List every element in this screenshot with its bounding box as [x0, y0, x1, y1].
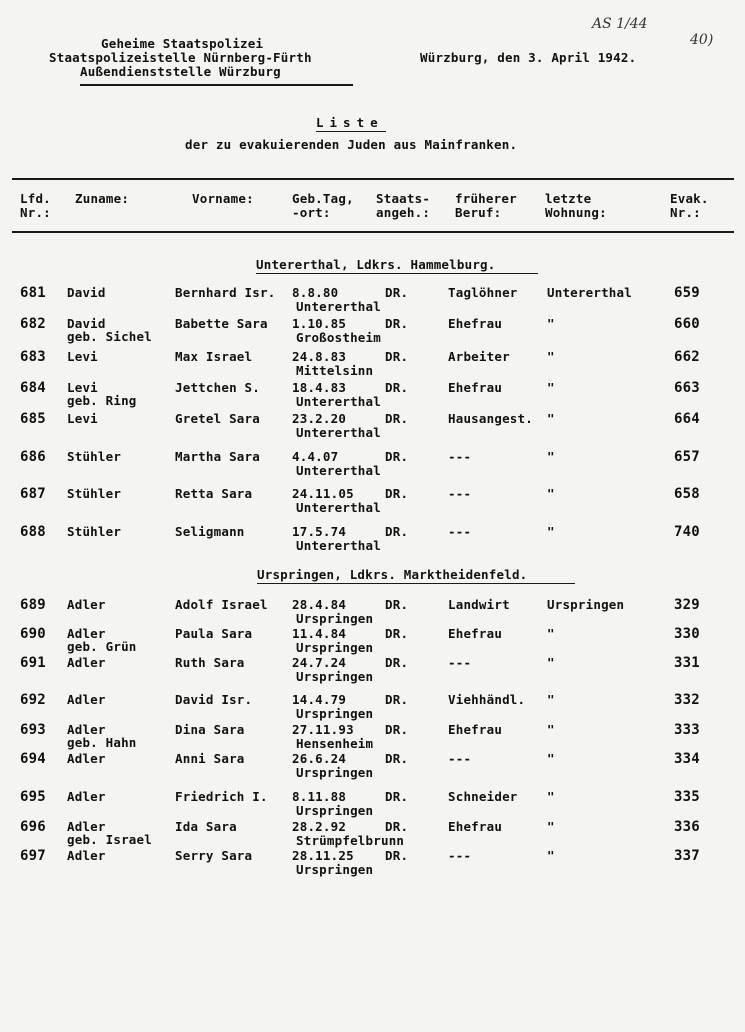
last-residence: "	[547, 316, 555, 331]
last-residence: "	[547, 349, 555, 364]
row-number: 695	[20, 789, 46, 805]
last-residence: "	[547, 449, 555, 464]
birth-date: 24.8.83	[292, 349, 347, 364]
given-name: Dina Sara	[175, 722, 245, 737]
evacuation-number: 332	[674, 692, 700, 708]
evacuation-number: 333	[674, 722, 700, 738]
surname: Stühler	[67, 524, 122, 539]
occupation: Ehefrau	[448, 722, 503, 737]
last-residence: "	[547, 524, 555, 539]
place-date: Würzburg, den 3. April 1942.	[420, 50, 637, 65]
column-header-bottom-rule	[12, 231, 734, 233]
col-staats-line1: Staats-	[376, 191, 431, 206]
occupation: Ehefrau	[448, 819, 503, 834]
occupation: ---	[448, 524, 472, 539]
section-heading-underline	[256, 273, 538, 274]
evacuation-number: 336	[674, 819, 700, 835]
maiden-name: geb. Hahn	[67, 735, 137, 750]
surname: Adler	[67, 819, 106, 834]
given-name: Max Israel	[175, 349, 253, 364]
title-underline	[316, 131, 386, 132]
last-residence: "	[547, 655, 555, 670]
evacuation-number: 664	[674, 411, 700, 427]
given-name: Martha Sara	[175, 449, 260, 464]
birth-place: Strümpfelbrunn	[296, 833, 405, 848]
col-beruf-line1: früherer	[455, 191, 517, 206]
handwritten-page-number: 40)	[690, 32, 714, 48]
surname: Adler	[67, 626, 106, 641]
birth-date: 17.5.74	[292, 524, 347, 539]
col-zuname: Zuname:	[75, 191, 130, 206]
evacuation-number: 658	[674, 486, 700, 502]
org-line-1: Geheime Staatspolizei	[101, 36, 264, 51]
col-staats-line2: angeh.:	[376, 205, 431, 220]
occupation: ---	[448, 848, 472, 863]
given-name: Paula Sara	[175, 626, 253, 641]
section-heading-urspringen: Urspringen, Ldkrs. Marktheidenfeld.	[257, 567, 528, 582]
last-residence: "	[547, 848, 555, 863]
header-underline	[80, 84, 353, 86]
occupation: Schneider	[448, 789, 518, 804]
row-number: 681	[20, 285, 46, 301]
birth-place: Großostheim	[296, 330, 381, 345]
row-number: 683	[20, 349, 46, 365]
given-name: Friedrich I.	[175, 789, 268, 804]
occupation: ---	[448, 751, 472, 766]
birth-place: Untererthal	[296, 463, 381, 478]
occupation: Landwirt	[448, 597, 510, 612]
birth-place: Urspringen	[296, 669, 374, 684]
birth-date: 11.4.84	[292, 626, 347, 641]
birth-date: 23.2.20	[292, 411, 347, 426]
nationality: DR.	[385, 848, 409, 863]
birth-place: Untererthal	[296, 425, 381, 440]
birth-date: 4.4.07	[292, 449, 339, 464]
occupation: Ehefrau	[448, 626, 503, 641]
col-vorname: Vorname:	[192, 191, 254, 206]
birth-date: 18.4.83	[292, 380, 347, 395]
row-number: 686	[20, 449, 46, 465]
given-name: Jettchen S.	[175, 380, 260, 395]
given-name: Bernhard Isr.	[175, 285, 276, 300]
evacuation-number: 337	[674, 848, 700, 864]
surname: Levi	[67, 411, 98, 426]
surname: Levi	[67, 349, 98, 364]
surname: David	[67, 285, 106, 300]
birth-date: 24.11.05	[292, 486, 354, 501]
org-line-3: Außendienststelle Würzburg	[80, 64, 281, 79]
occupation: Ehefrau	[448, 380, 503, 395]
birth-place: Urspringen	[296, 640, 374, 655]
birth-place: Urspringen	[296, 862, 374, 877]
surname: Adler	[67, 722, 106, 737]
row-number: 689	[20, 597, 46, 613]
col-wohnung-line1: letzte	[545, 191, 592, 206]
nationality: DR.	[385, 524, 409, 539]
evacuation-number: 662	[674, 349, 700, 365]
surname: David	[67, 316, 106, 331]
nationality: DR.	[385, 789, 409, 804]
given-name: Ruth Sara	[175, 655, 245, 670]
evacuation-number: 329	[674, 597, 700, 613]
last-residence: Untererthal	[547, 285, 632, 300]
birth-date: 24.7.24	[292, 655, 347, 670]
surname: Adler	[67, 597, 106, 612]
last-residence: "	[547, 819, 555, 834]
birth-place: Untererthal	[296, 500, 381, 515]
list-subtitle: der zu evakuierenden Juden aus Mainfranken.	[185, 137, 518, 152]
surname: Stühler	[67, 449, 122, 464]
col-lfd-line1: Lfd.	[20, 191, 51, 206]
birth-place: Urspringen	[296, 706, 374, 721]
birth-place: Untererthal	[296, 394, 381, 409]
evacuation-number: 659	[674, 285, 700, 301]
row-number: 685	[20, 411, 46, 427]
given-name: Retta Sara	[175, 486, 253, 501]
birth-place: Untererthal	[296, 538, 381, 553]
evacuation-number: 663	[674, 380, 700, 396]
occupation: ---	[448, 486, 472, 501]
birth-date: 1.10.85	[292, 316, 347, 331]
nationality: DR.	[385, 819, 409, 834]
handwritten-reference: AS 1/44	[592, 16, 648, 32]
col-geb-line1: Geb.Tag,	[292, 191, 354, 206]
given-name: Adolf Israel	[175, 597, 268, 612]
birth-place: Urspringen	[296, 765, 374, 780]
last-residence: "	[547, 789, 555, 804]
row-number: 696	[20, 819, 46, 835]
given-name: Gretel Sara	[175, 411, 260, 426]
section-heading-underline	[257, 583, 575, 584]
evacuation-number: 331	[674, 655, 700, 671]
row-number: 690	[20, 626, 46, 642]
surname: Adler	[67, 751, 106, 766]
nationality: DR.	[385, 692, 409, 707]
birth-date: 28.11.25	[292, 848, 354, 863]
row-number: 684	[20, 380, 46, 396]
evacuation-number: 334	[674, 751, 700, 767]
birth-place: Mittelsinn	[296, 363, 374, 378]
surname: Adler	[67, 655, 106, 670]
org-line-2: Staatspolizeistelle Nürnberg-Fürth	[49, 50, 312, 65]
surname: Adler	[67, 692, 106, 707]
occupation: ---	[448, 655, 472, 670]
col-evak-line1: Evak.	[670, 191, 709, 206]
birth-date: 8.11.88	[292, 789, 347, 804]
surname: Levi	[67, 380, 98, 395]
birth-place: Urspringen	[296, 611, 374, 626]
given-name: Anni Sara	[175, 751, 245, 766]
given-name: Seligmann	[175, 524, 245, 539]
surname: Stühler	[67, 486, 122, 501]
evacuation-number: 740	[674, 524, 700, 540]
surname: Adler	[67, 848, 106, 863]
row-number: 693	[20, 722, 46, 738]
last-residence: "	[547, 411, 555, 426]
maiden-name: geb. Ring	[67, 393, 137, 408]
birth-place: Untererthal	[296, 299, 381, 314]
nationality: DR.	[385, 722, 409, 737]
nationality: DR.	[385, 486, 409, 501]
col-geb-line2: -ort:	[292, 205, 331, 220]
given-name: David Isr.	[175, 692, 253, 707]
birth-place: Hensenheim	[296, 736, 374, 751]
nationality: DR.	[385, 316, 409, 331]
row-number: 697	[20, 848, 46, 864]
birth-date: 8.8.80	[292, 285, 339, 300]
nationality: DR.	[385, 411, 409, 426]
evacuation-number: 660	[674, 316, 700, 332]
last-residence: "	[547, 626, 555, 641]
last-residence: "	[547, 692, 555, 707]
evacuation-number: 657	[674, 449, 700, 465]
occupation: ---	[448, 449, 472, 464]
row-number: 691	[20, 655, 46, 671]
last-residence: "	[547, 751, 555, 766]
last-residence: "	[547, 486, 555, 501]
occupation: Taglöhner	[448, 285, 518, 300]
last-residence: "	[547, 380, 555, 395]
nationality: DR.	[385, 597, 409, 612]
nationality: DR.	[385, 380, 409, 395]
occupation: Arbeiter	[448, 349, 510, 364]
row-number: 687	[20, 486, 46, 502]
col-lfd-line2: Nr.:	[20, 205, 51, 220]
birth-date: 28.4.84	[292, 597, 347, 612]
nationality: DR.	[385, 626, 409, 641]
column-header-top-rule	[12, 178, 734, 180]
maiden-name: geb. Israel	[67, 832, 152, 847]
nationality: DR.	[385, 449, 409, 464]
evacuation-number: 330	[674, 626, 700, 642]
maiden-name: geb. Grün	[67, 639, 137, 654]
col-wohnung-line2: Wohnung:	[545, 205, 607, 220]
evacuation-number: 335	[674, 789, 700, 805]
birth-date: 14.4.79	[292, 692, 347, 707]
given-name: Ida Sara	[175, 819, 237, 834]
birth-date: 26.6.24	[292, 751, 347, 766]
last-residence: Urspringen	[547, 597, 625, 612]
birth-date: 27.11.93	[292, 722, 354, 737]
occupation: Viehhändl.	[448, 692, 526, 707]
section-heading-untererthal: Untererthal, Ldkrs. Hammelburg.	[256, 257, 496, 272]
row-number: 694	[20, 751, 46, 767]
surname: Adler	[67, 789, 106, 804]
given-name: Babette Sara	[175, 316, 268, 331]
nationality: DR.	[385, 655, 409, 670]
occupation: Ehefrau	[448, 316, 503, 331]
col-beruf-line2: Beruf:	[455, 205, 502, 220]
last-residence: "	[547, 722, 555, 737]
row-number: 688	[20, 524, 46, 540]
row-number: 692	[20, 692, 46, 708]
list-title: Liste	[316, 115, 384, 130]
occupation: Hausangest.	[448, 411, 533, 426]
given-name: Serry Sara	[175, 848, 253, 863]
row-number: 682	[20, 316, 46, 332]
birth-date: 28.2.92	[292, 819, 347, 834]
nationality: DR.	[385, 285, 409, 300]
maiden-name: geb. Sichel	[67, 329, 152, 344]
birth-place: Urspringen	[296, 803, 374, 818]
nationality: DR.	[385, 751, 409, 766]
nationality: DR.	[385, 349, 409, 364]
col-evak-line2: Nr.:	[670, 205, 701, 220]
